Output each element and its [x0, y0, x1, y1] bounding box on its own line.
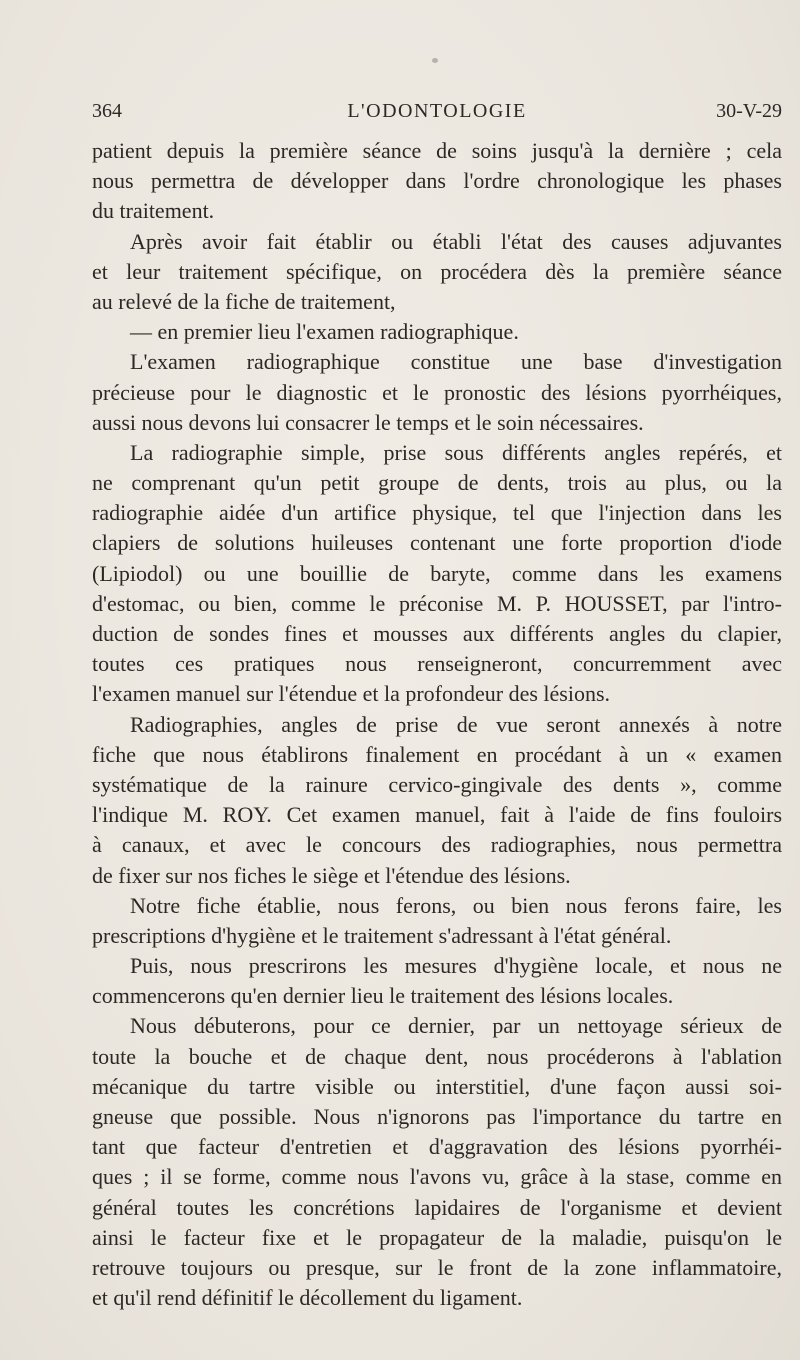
- text-line: Puis, nous prescrirons les mesures d'hygiène locale, et nous ne: [130, 953, 782, 979]
- text-line: fiche que nous établirons finalement en procédant à un « examen: [92, 741, 782, 767]
- text-line: à canaux, et avec le concours des radiographies, nous permettra: [92, 832, 782, 858]
- text-line: au relevé de la fiche de traitement,: [92, 288, 396, 314]
- text-line: toute la bouche et de chaque dent, nous procéderons à l'ablation: [92, 1043, 782, 1069]
- text-line: (Lipiodol) ou une bouillie de baryte, comme dans les examens: [92, 560, 782, 586]
- text-line: de fixer sur nos fiches le siège et l'étendue des lésions.: [92, 862, 571, 888]
- text-line: d'estomac, ou bien, comme le préconise M. P. HOUSSET, par l'intro-: [92, 590, 782, 616]
- text-line: et leur traitement spécifique, on procédera dès la première séance: [92, 258, 782, 284]
- body-text: [92, 136, 782, 1313]
- text-line: gneuse que possible. Nous n'ignorons pas l'importance du tartre en: [92, 1104, 782, 1129]
- text-line: — en premier lieu l'examen radiographique.: [130, 319, 519, 345]
- text-line: ques ; il se forme, comme nous l'avons vu, grâce à la stase, comme en: [92, 1164, 782, 1190]
- text-line: retrouve toujours ou presque, sur le front de la zone inflammatoire,: [92, 1254, 782, 1280]
- text-line: du traitement.: [92, 198, 215, 224]
- text-line: systématique de la rainure cervico-gingivale des dents », comme: [92, 771, 782, 797]
- text-line: Nous débuterons, pour ce dernier, par un nettoyage sérieux de: [130, 1013, 782, 1039]
- text-line: ne comprenant qu'un petit groupe de dents, trois au plus, ou la: [92, 470, 782, 496]
- text-line: général toutes les concrétions lapidaires de l'organisme et devient: [92, 1194, 782, 1220]
- text-line: aussi nous devons lui consacrer le temps et le soin nécessaires.: [92, 409, 644, 435]
- text-line: La radiographie simple, prise sous différents angles repérés, et: [130, 439, 782, 465]
- text-line: Notre fiche établie, nous ferons, ou bien nous ferons faire, les: [130, 892, 782, 918]
- text-line: commencerons qu'en dernier lieu le traitement des lésions locales.: [92, 983, 674, 1009]
- text-line: patient depuis la première séance de soins jusqu'à la dernière ; cela: [92, 138, 782, 163]
- text-line: mécanique du tartre visible ou interstitiel, d'une façon aussi soi-: [92, 1073, 782, 1099]
- text-line: duction de sondes fines et mousses aux différents angles du clapier,: [92, 621, 782, 646]
- text-line: prescriptions d'hygiène et le traitement s'adressant à l'état général.: [92, 922, 672, 948]
- issue-date: 30-V-29: [716, 100, 782, 122]
- text-line: Après avoir fait établir ou établi l'état des causes adjuvantes: [130, 228, 782, 254]
- page-header: [92, 96, 782, 126]
- text-line: et qu'il rend définitif le décollement du ligament.: [92, 1285, 523, 1311]
- page-number: 364: [92, 100, 122, 122]
- scan-speck: [432, 58, 438, 63]
- text-line: ainsi le facteur fixe et le propagateur de la maladie, puisqu'on le: [92, 1224, 782, 1250]
- text-line: clapiers de solutions huileuses contenant une forte proportion d'iode: [92, 530, 782, 556]
- text-line: radiographie aidée d'un artifice physique, tel que l'injection dans les: [92, 500, 782, 526]
- running-title: L'ODONTOLOGIE: [347, 100, 527, 122]
- text-line: l'indique M. ROY. Cet examen manuel, fait à l'aide de fins fouloirs: [92, 802, 782, 828]
- text-line: nous permettra de développer dans l'ordre chronologique les phases: [92, 168, 782, 194]
- text-line: précieuse pour le diagnostic et le pronostic des lésions pyorrhéiques,: [92, 379, 782, 405]
- text-line: l'examen manuel sur l'étendue et la profondeur des lésions.: [92, 681, 611, 707]
- text-line: toutes ces pratiques nous renseigneront, concurremment avec: [92, 651, 782, 677]
- text-line: tant que facteur d'entretien et d'aggravation des lésions pyorrhéi-: [92, 1134, 782, 1160]
- text-line: L'examen radiographique constitue une base d'investigation: [130, 349, 782, 375]
- text-line: Radiographies, angles de prise de vue seront annexés à notre: [130, 711, 782, 737]
